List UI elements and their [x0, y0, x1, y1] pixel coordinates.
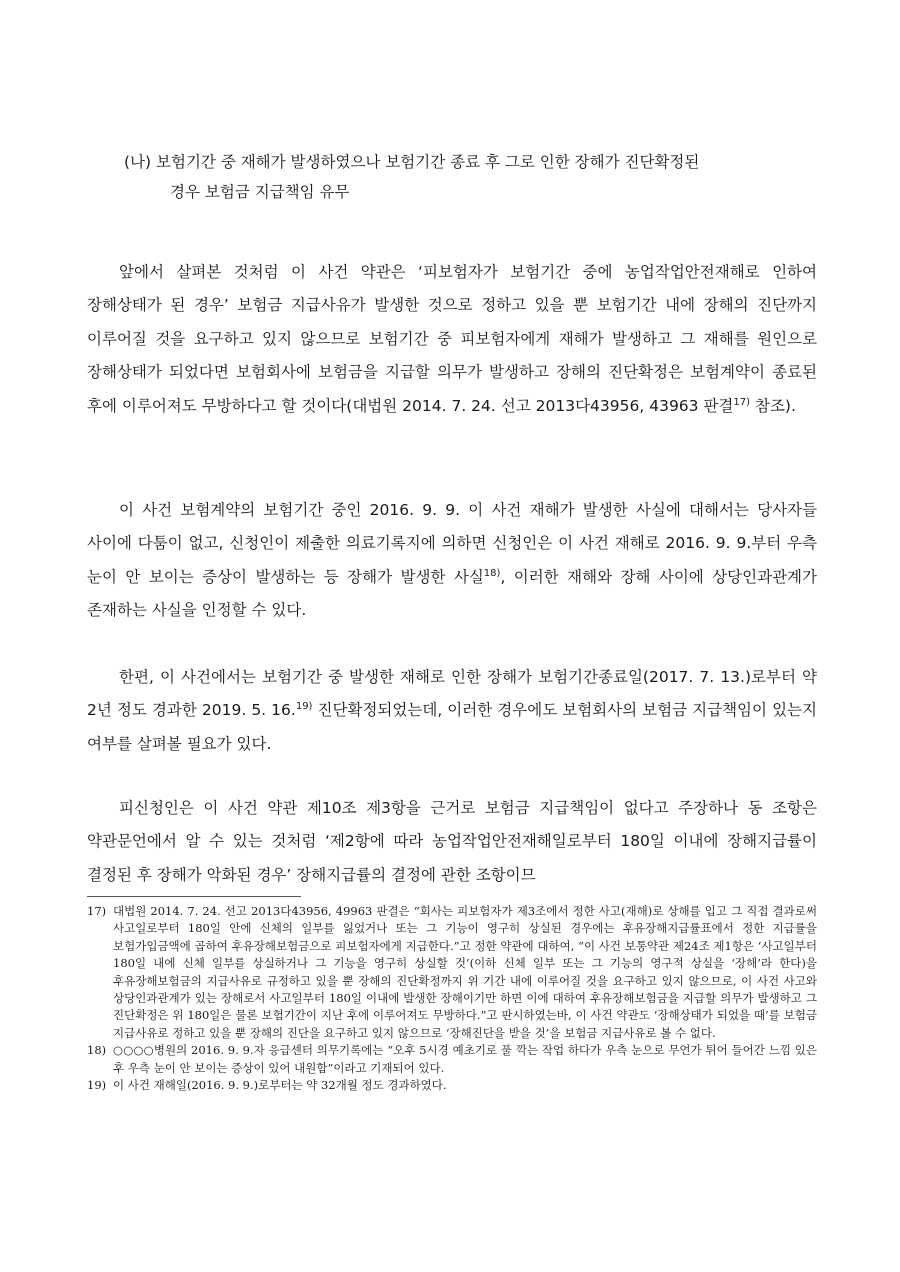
footnote-number: 18)	[87, 1043, 107, 1058]
section-heading-line2: 경우 보험금 지급책임 유무	[170, 183, 350, 201]
section-heading-line1: (나) 보험기간 중 재해가 발생하였으나 보험기간 종료 후 그로 인한 장해가 진단확정된	[124, 153, 700, 171]
footnote-text: 대법원 2014. 7. 24. 선고 2013다43956, 49963 판결은 “회사는 피보험자가 제3조에서 정한 사고(재해)로 상해를 입고 그 직접 결과로써 사고일로부터 180일 안에 신체의 일부를 잃었거나 또는 그 기능이 영구히 상실된 경우에는 후유장해지급률표에서 정한 지급률을 보험가입금액에 곱하여 후유장해보험금으로 피보험자에게 지급한다.”고 정한 약관에 대하여, “이 사건 보통약관 제24조 제1항은 ‘사고일부터 180일 내에 신체 일부를 상실하거나 그 기능을 영구히 상실할 것’(이하 신체 일부 또는 그 기능의 영구적 상실을 ‘장해’라 한다)을 후유장해보험금의 지급사유로 규정하고 있을 뿐 장해의 진단확정까지 위 기간 내에 이루어질 것을 요구하고 있지 않으므로, 이 사건 사고와 상당인과관계가 있는 장해로서 사고일부터 180일 이내에 발생한 장해이기만 하면 이에 대하여 후유장해보험금을 지급할 의무가 발생하고 그 진단확정은 위 180일은 물론 보험기간이 지난 후에 이루어져도 무방하다.”고 판시하였는바, 이 사건 약관도 ‘장해상태가 되었을 때’를 보험금 지급사유로 정하고 있을 뿐 장해의 진단을 요구하고 있지 않으므로 ‘장해진단을 받을 것’을 보험금 지급사유로 볼 수 없다.	[113, 904, 817, 1040]
footnote-separator	[87, 896, 301, 897]
footnote-18	[87, 1042, 817, 1077]
footnote-number: 17)	[87, 904, 107, 918]
footnote-text: 이 사건 재해일(2016. 9. 9.)로부터는 약 32개월 정도 경과하였다.	[113, 1078, 447, 1093]
paragraph-1-text: 앞에서 살펴본 것처럼 이 사건 약관은 ‘피보험자가 보험기간 중에 농업작업안전재해로 인하여 장해상태가 된 경우’ 보험금 지급사유가 발생한 것으로 정하고 있을 뿐 보험기간 내에 장해의 진단까지 이루어질 것을 요구하고 있지 않으므로 보험기간 중 피보험자에게 재해가 발생하고 그 재해를 원인으로 장해상태가 되었다면 보험회사에 보험금을 지급할 의무가 발생하고 장해의 진단확정은 보험계약이 종료된 후에 이루어져도 무방하다고 할 것이다(대법원 2014. 7. 24. 선고 2013다43956, 43963 판결	[87, 262, 817, 415]
paragraph-2-tail: , 이러한 재해와 장해 사이에 상당인과관계가 존재하는 사실을 인정할 수 있다.	[87, 567, 817, 619]
paragraph-3-text: 한편, 이 사건에서는 보험기간 중 발생한 재해로 인한 장해가 보험기간종료일(2017. 7. 13.)로부터 약 2년 정도 경과한 2019. 5. 16.	[87, 667, 817, 719]
paragraph-3-tail: 진단확정되었는데, 이러한 경우에도 보험회사의 보험금 지급책임이 있는지 여부를 살펴볼 필요가 있다.	[87, 701, 817, 753]
footnote-17	[87, 903, 817, 1042]
paragraph-2-text: 이 사건 보험계약의 보험기간 중인 2016. 9. 9. 이 사건 재해가 발생한 사실에 대해서는 당사자들 사이에 다툼이 없고, 신청인이 제출한 의료기록지에 의하면 신청인은 이 사건 재해로 2016. 9. 9.부터 우측 눈이 안 보이는 증상이 발생하는 등 장해가 발생한 사실	[87, 500, 817, 586]
paragraph-1-tail: 참조).	[750, 396, 796, 415]
paragraph-3	[87, 661, 817, 762]
footnote-ref-19[interactable]: 19)	[295, 700, 313, 712]
footnote-number: 19)	[87, 1078, 107, 1093]
paragraph-4	[87, 792, 817, 893]
footnote-19	[87, 1077, 817, 1094]
footnote-ref-17[interactable]: 17)	[733, 396, 751, 408]
paragraph-1	[87, 256, 817, 424]
footnote-text: ○○○○병원의 2016. 9. 9.자 응급센터 의무기록에는 “오후 5시경 예초기로 풀 깍는 작업 하다가 우측 눈으로 무언가 튀어 들어간 느낌 있은 후 우측 눈이 안 보이는 증상이 있어 내원함”이라고 기재되어 있다.	[113, 1043, 817, 1075]
paragraph-4-text: 피신청인은 이 사건 약관 제10조 제3항을 근거로 보험금 지급책임이 없다고 주장하나 동 조항은 약관문언에서 알 수 있는 것처럼 ‘제2항에 따라 농업작업안전재해일로부터 180일 이내에 장해지급률이 결정된 후 장해가 악화된 경우’ 장해지급률의 결정에 관한 조항이므	[87, 798, 817, 884]
footnotes	[87, 903, 817, 1094]
paragraph-2	[87, 494, 817, 628]
section-heading	[124, 147, 824, 207]
footnote-ref-18[interactable]: 18)	[483, 567, 501, 579]
